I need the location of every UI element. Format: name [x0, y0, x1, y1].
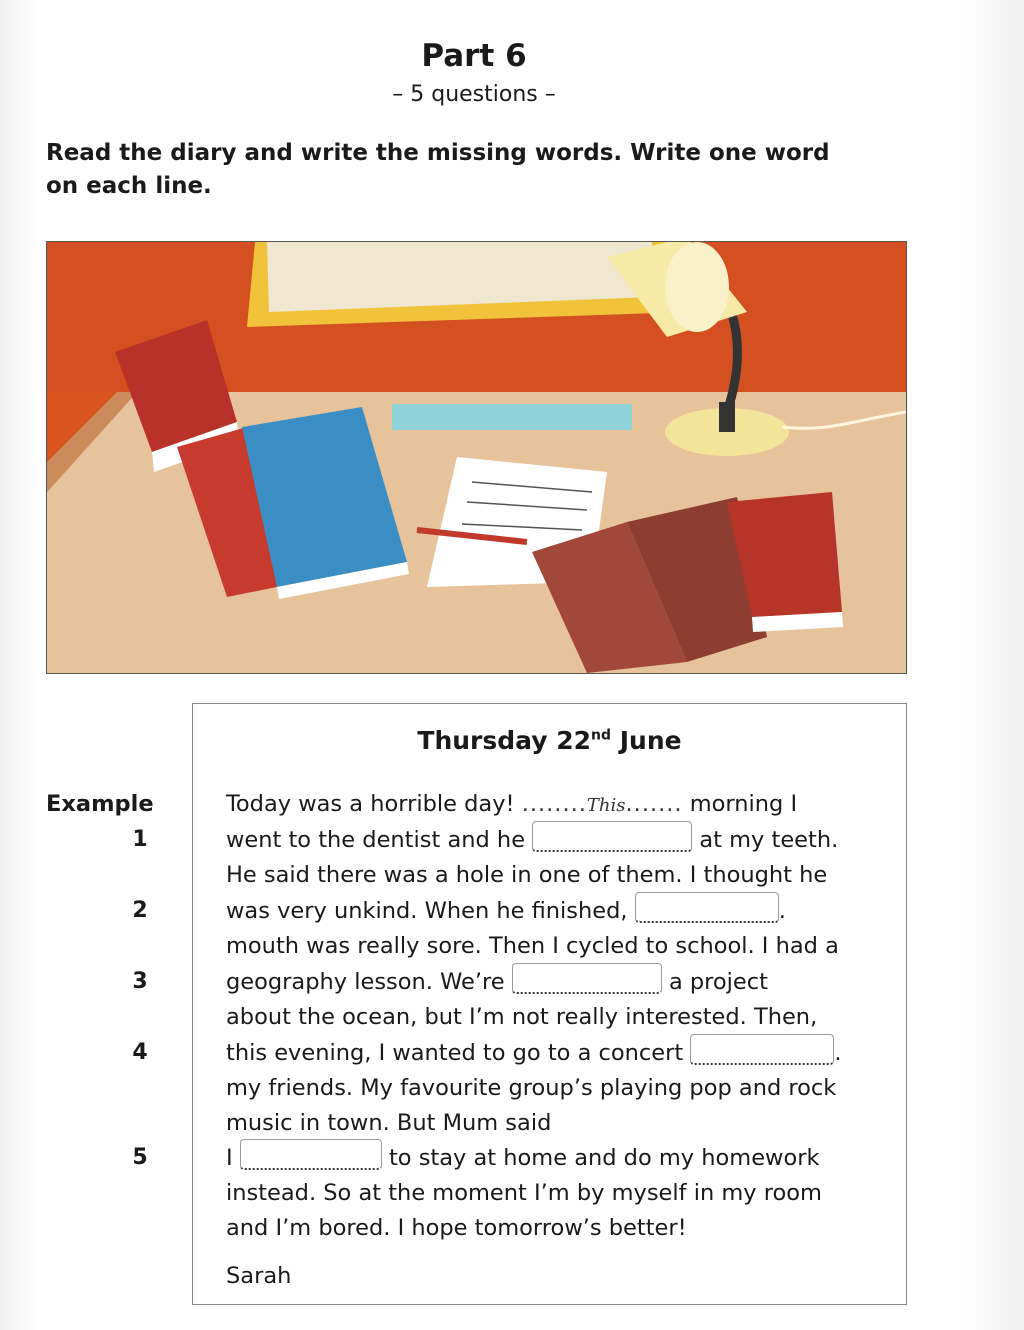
dots: .......: [625, 791, 683, 817]
line-text: Today was a horrible day!: [226, 791, 515, 817]
diary-line-4: was very unkind. When he finished, .: [226, 896, 786, 926]
diary-line-1: [226, 789, 797, 819]
line-text: to stay at home and do my homework: [388, 1145, 820, 1171]
diary-date: [193, 726, 906, 755]
example-answer: This: [586, 795, 626, 816]
date-day: Thursday 22: [417, 726, 592, 755]
diary-line-8: this evening, I wanted to go to a concert .: [226, 1038, 842, 1068]
question-number-5: 5: [132, 1145, 148, 1170]
line-text: morning I: [689, 791, 798, 817]
diary-line-11: [226, 1143, 820, 1173]
part-title: Part 6: [421, 38, 527, 74]
line-text: I: [226, 1145, 233, 1171]
date-suffix: nd: [591, 727, 612, 744]
line-text: music in town. But Mum said: [226, 1110, 552, 1136]
line-text: mouth was really sore. Then I cycled to school. I had a: [226, 933, 839, 959]
line-text: about the ocean, but I’m not really interested. Then,: [226, 1004, 818, 1030]
line-text: my friends. My favourite group’s playing pop and rock: [226, 1075, 837, 1101]
diary-line-2: [226, 825, 838, 855]
dots: ........: [521, 791, 587, 817]
question-number-3: 3: [132, 969, 148, 994]
answer-blank-2[interactable]: [635, 892, 779, 923]
line-text: went to the dentist and he: [226, 827, 526, 853]
line-text: this evening, I wanted to go to a concert: [226, 1040, 684, 1066]
question-number-4: 4: [132, 1040, 148, 1065]
diary-line-13: [226, 1213, 687, 1243]
question-count: – 5 questions –: [392, 82, 556, 107]
line-text: He said there was a hole in one of them. I thought he: [226, 862, 828, 888]
diary-line-3: [226, 860, 827, 890]
answer-blank-3[interactable]: [512, 963, 662, 994]
answer-blank-5[interactable]: [240, 1139, 382, 1170]
date-month: June: [611, 726, 682, 755]
instructions: Read the diary and write the missing words. Write one word on each line.: [46, 140, 830, 199]
signature: Sarah: [226, 1263, 292, 1289]
line-text: at my teeth.: [699, 827, 839, 853]
diary-line-7: [226, 1002, 817, 1032]
line-text: and I’m bored. I hope tomorrow’s better!: [226, 1215, 687, 1241]
diary-line-5: [226, 931, 839, 961]
diary-line-9: [226, 1073, 836, 1103]
diary-line-6: [226, 967, 768, 997]
desk-illustration: [46, 241, 907, 674]
answer-blank-1[interactable]: [532, 821, 692, 852]
line-text: geography lesson. We’re: [226, 969, 505, 995]
line-text: a project: [668, 969, 768, 995]
diary-line-10: [226, 1108, 551, 1138]
answer-blank-4[interactable]: [690, 1034, 834, 1065]
line-text: instead. So at the moment I’m by myself in my room: [226, 1180, 822, 1206]
line-text: was very unkind. When he finished,: [226, 898, 628, 924]
example-label: Example: [46, 791, 154, 817]
question-number-1: 1: [132, 827, 148, 852]
diary-line-12: [226, 1178, 822, 1208]
question-number-2: 2: [132, 898, 148, 923]
